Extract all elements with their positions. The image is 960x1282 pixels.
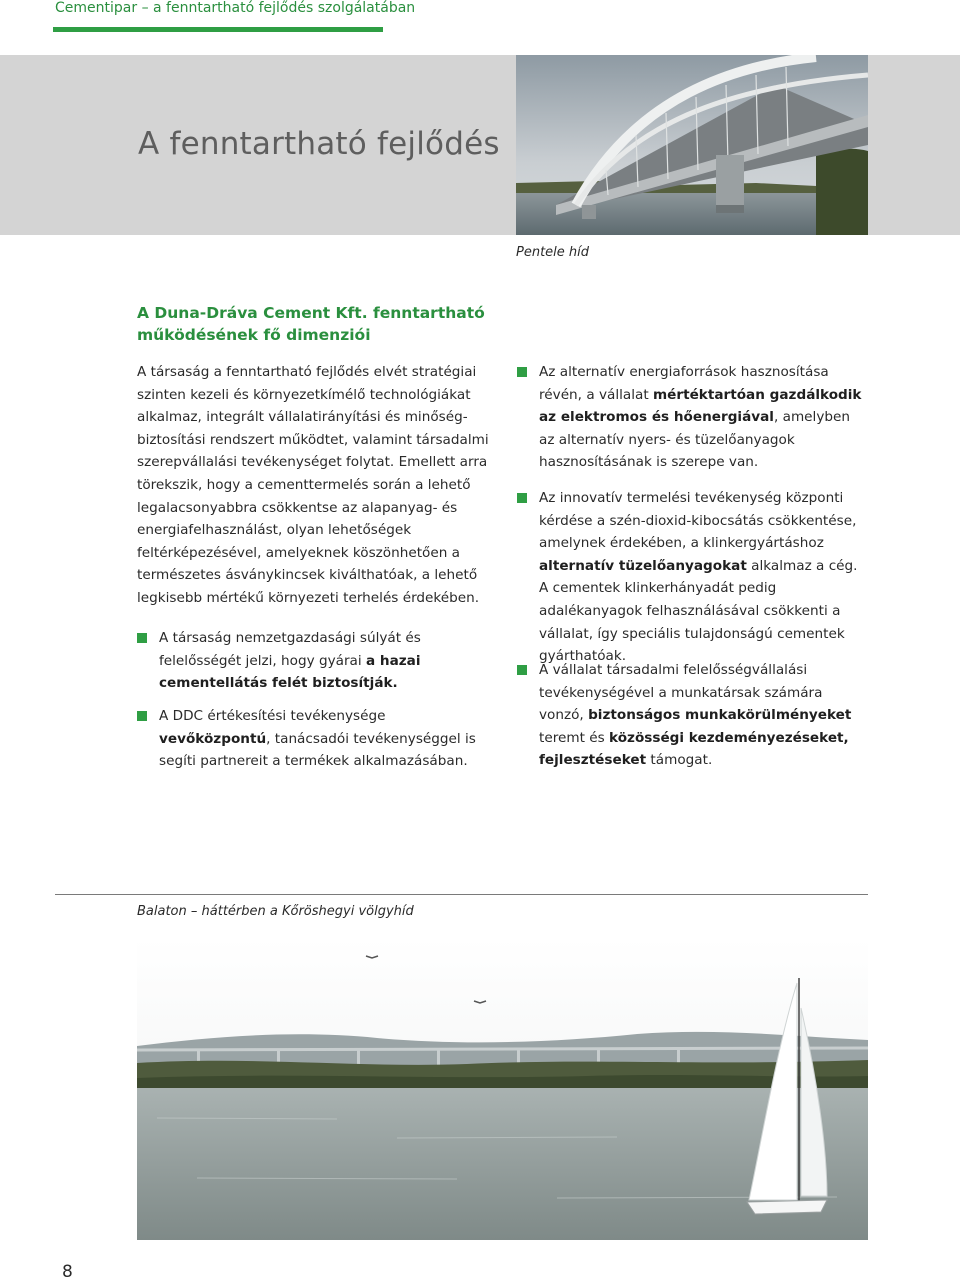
section-divider (55, 894, 868, 895)
bullet-item: Az alternatív energiaforrások hasznosítása révén, a vállalat mértéktartóan gazdálkodik az elektromos és hőenergiával, amelyben az alternatív nyers- és tüzelőanyagok hasznosításának is szerepe van. (517, 361, 867, 474)
bullet-item: A DDC értékesítési tevékenysége vevőközpontú, tanácsadói tevékenységgel is segíti partnereit a termékek alkalmazásában. (137, 705, 495, 773)
bullet-square-icon (137, 633, 147, 643)
page-number: 8 (62, 1262, 73, 1282)
bullet-item: Az innovatív termelési tevékenység központi kérdése a szén-dioxid-kibocsátás csökkentése, amelynek érdekében, a klinkergyártáshoz alternatív tüzelőanyagokat alkalmaz a cég. A cementek klinkerhányadát pedig adalékanyagok felhasználásával csökkenti a vállalat, így speciális tulajdonságú cementek gyárthatóak. (517, 487, 867, 668)
bridge-photo-caption: Pentele híd (516, 245, 590, 260)
intro-paragraph: A társaság a fenntartható fejlődés elvét stratégiai szinten kezeli és környezetkímélő technológiákat alkalmaz, integrált vállalatirányítási és minőség-biztosítási rendszert működtet, valamint társadalmi szerepvállalási tevékenységet folytat. Emellett arra törekszik, hogy a cementtermelés során a lehető legalacsonyabbra csökkentse az alapanyag- és energiafelhasználást, olyan lehetőségek feltérképezésével, amelyeknek köszönhetően a természetes ásványkincsek kiválthatóak, a lehető legkisebb mértékű környezeti terhelés érdekében. (137, 364, 489, 606)
running-header: Cementipar – a fenntartható fejlődés szolgálatában (55, 0, 416, 16)
bridge-photo (516, 55, 868, 235)
header-rule (53, 27, 383, 32)
bullet-square-icon (517, 665, 527, 675)
section-title: A Duna-Dráva Cement Kft. fenntartható működésének fő dimenziói (137, 304, 485, 344)
bullet-square-icon (137, 711, 147, 721)
lake-photo (137, 938, 868, 1240)
bullet-square-icon (517, 493, 527, 503)
page-title: A fenntartható fejlődés (138, 126, 500, 162)
bullet-square-icon (517, 367, 527, 377)
bullet-item: A vállalat társadalmi felelősségvállalási tevékenységével a munkatársak számára vonzó, biztonságos munkakörülményeket teremt és közösségi kezdeményezéseket, fejlesztéseket támogat. (517, 659, 867, 772)
bullet-item: A társaság nemzetgazdasági súlyát és felelősségét jelzi, hogy gyárai a hazai cementellátás felét biztosítják. (137, 627, 495, 695)
lake-photo-caption: Balaton – háttérben a Kőröshegyi völgyhíd (137, 904, 414, 919)
